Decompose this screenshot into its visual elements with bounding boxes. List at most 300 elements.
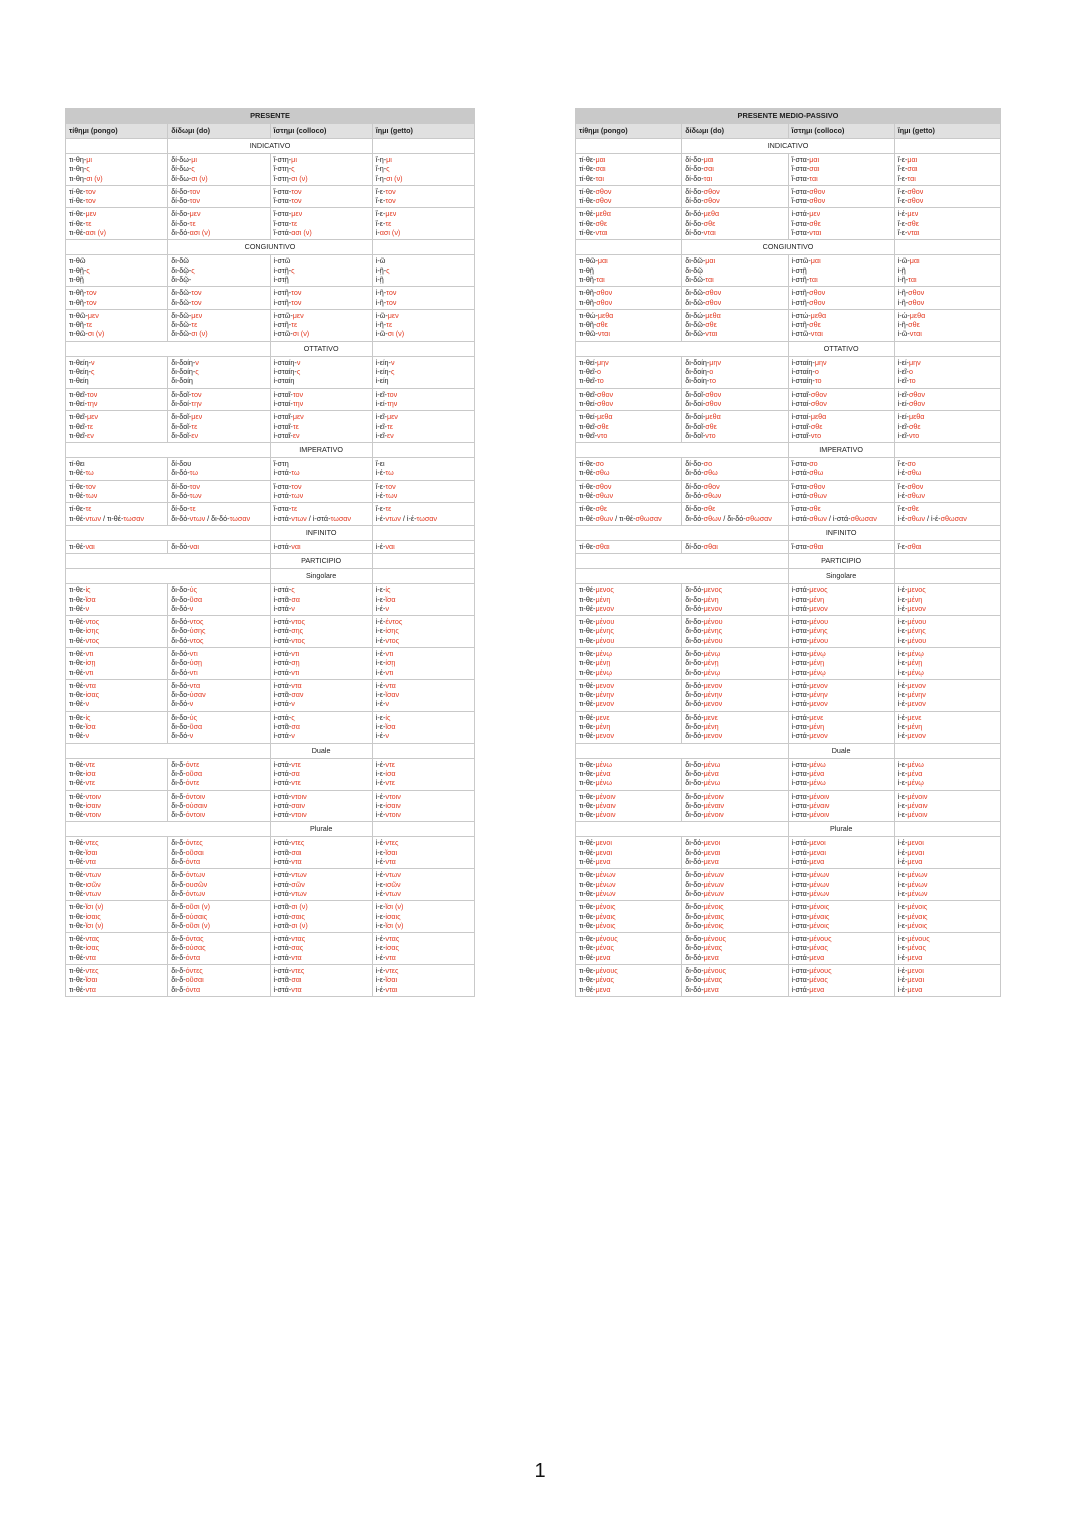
form-line: [376, 902, 471, 911]
ending: τε: [292, 421, 299, 431]
form-line: [274, 320, 369, 329]
form-cell: [576, 790, 682, 822]
form-line: [792, 228, 891, 237]
ending: μένων: [703, 879, 724, 889]
ending: έντος: [385, 617, 403, 627]
stem: ἱ-έ-: [897, 975, 908, 985]
ending: σθον: [595, 481, 612, 491]
stem: δί-δο-: [685, 459, 704, 469]
stem: τι-θῶ-: [579, 329, 598, 339]
ending: ντε: [385, 778, 395, 788]
stem: δι-δῶ-: [171, 310, 192, 320]
form-line: [898, 514, 997, 523]
section-label: Plurale: [270, 822, 372, 837]
empty-cell: [894, 139, 1000, 154]
stem: τι-θεί-: [69, 398, 88, 408]
form-line: [274, 778, 369, 787]
stem: δι-δο-: [171, 690, 190, 700]
stem: ἱ-στα-: [791, 888, 810, 898]
form-line: [171, 848, 266, 857]
form-line: [274, 542, 369, 551]
stem: ἱ-ε-: [375, 585, 386, 595]
ending: ν: [195, 357, 199, 367]
ending: σθω: [703, 468, 718, 478]
stem: τι-θέ-: [69, 810, 86, 820]
stem: ἱ-εῖ-: [897, 430, 909, 440]
column-header: τίθημι (pongo): [66, 124, 168, 139]
stem: ἵ-στα-: [791, 541, 810, 551]
ending: νται: [703, 228, 716, 238]
ending: ίσης: [385, 626, 399, 636]
ending: μενον: [809, 680, 828, 690]
ending: ντας: [85, 934, 100, 944]
ending: μένων: [907, 879, 928, 889]
form-line: [69, 468, 164, 477]
form-line: [274, 298, 369, 307]
ending: σθον: [595, 196, 612, 206]
form-line: [376, 681, 471, 690]
form-line: [376, 320, 471, 329]
form-cell: [66, 287, 168, 310]
form-line: [69, 256, 164, 265]
stem: τι-θέ-: [579, 838, 596, 848]
form-line: [685, 792, 784, 801]
ending: μενον: [809, 603, 828, 613]
form-line: [579, 320, 678, 329]
ending: σθε: [809, 504, 821, 514]
ending: μένη: [809, 594, 825, 604]
form-line: [69, 658, 164, 667]
ending: σθε: [810, 421, 823, 431]
form-cell: [682, 458, 788, 481]
form-cell: [66, 255, 168, 287]
form-cell: [168, 965, 270, 997]
form-line: [171, 358, 266, 367]
ending: εν: [191, 430, 199, 440]
table-row: [576, 540, 1001, 553]
ending: τον: [386, 288, 397, 298]
form-line: [792, 801, 891, 810]
form-line: [274, 174, 369, 183]
stem: ἱ-στα-: [791, 635, 810, 645]
form-line: [898, 275, 997, 284]
stem: τι-θε-: [579, 626, 596, 636]
table-row: [66, 503, 475, 526]
form-line: [376, 412, 471, 421]
form-cell: [576, 901, 682, 933]
form-line: [579, 209, 678, 218]
stem: τί-θε-: [69, 196, 86, 206]
stem: δι-δό-: [171, 617, 190, 627]
table-row: [66, 208, 475, 240]
form-line: [898, 542, 997, 551]
ending: μένῳ: [809, 648, 826, 658]
empty-cell: [66, 341, 271, 356]
ending: ται: [908, 274, 917, 284]
stem: δι-δῷ-: [171, 274, 192, 284]
form-line: [792, 164, 891, 173]
stem: ἱ-στα-: [791, 943, 810, 953]
form-cell: [894, 616, 1000, 648]
ending: μην: [908, 357, 921, 367]
form-line: [898, 399, 997, 408]
form-line: [274, 155, 369, 164]
empty-cell: [372, 240, 474, 255]
stem: δι-δ-: [171, 952, 186, 962]
form-cell: [168, 758, 270, 790]
form-line: [274, 699, 369, 708]
form-cell: [168, 356, 270, 388]
form-line: [274, 902, 369, 911]
form-line: [898, 889, 997, 898]
table-row: [66, 679, 475, 711]
ending: σθων: [907, 491, 925, 501]
stem: ἵ-η-: [375, 155, 387, 164]
stem: δί-δο-: [685, 481, 704, 491]
stem: δι-δο-: [685, 934, 704, 944]
ending: μενοι: [809, 838, 826, 848]
section-label: INDICATIVO: [682, 139, 895, 154]
ending: σθον: [703, 196, 720, 206]
form-line: [376, 482, 471, 491]
table-row: [66, 458, 475, 481]
ending: όντοιν: [185, 791, 206, 801]
form-line: [376, 848, 471, 857]
section-label: Singolare: [270, 569, 372, 584]
form-line: [376, 912, 471, 921]
ending: ται: [595, 173, 604, 183]
stem: δι-δο-: [171, 712, 190, 722]
form-line: [685, 275, 784, 284]
stem: ἱ-στά-: [273, 491, 292, 501]
stem: ἱ-ε-: [897, 911, 908, 921]
form-line: [69, 585, 164, 594]
ending: μι: [386, 155, 392, 164]
ending: τωσαν: [330, 513, 352, 523]
form-line: [171, 889, 266, 898]
form-line: [69, 626, 164, 635]
form-line: [171, 219, 266, 228]
form-cell: [576, 388, 682, 411]
stem: τι-θῆ-: [579, 320, 597, 330]
stem: ἱ-ώ-: [897, 310, 910, 320]
form-line: [579, 266, 678, 275]
form-cell: [576, 309, 682, 341]
form-cell: [372, 758, 474, 790]
stem: τι-θείη-: [69, 367, 92, 377]
form-cell: [894, 758, 1000, 790]
stem: ἱ-ε-: [897, 635, 908, 645]
form-cell: [270, 933, 372, 965]
form-line: [274, 943, 369, 952]
form-line: [171, 699, 266, 708]
empty-cell: [372, 525, 474, 540]
form-cell: [168, 208, 270, 240]
form-line: [69, 514, 164, 523]
stem: δι-δό-: [171, 667, 190, 677]
ending: όντα: [185, 952, 201, 962]
form-line: [376, 376, 471, 385]
ending: τω: [291, 468, 300, 478]
form-line: [171, 880, 266, 889]
ending: ντι: [189, 648, 198, 658]
ending: μένης: [703, 626, 723, 636]
form-line: [792, 690, 891, 699]
form-line: [274, 367, 369, 376]
ending: μενα: [809, 952, 825, 962]
ending: μέναιν: [703, 800, 724, 810]
stem: ἱ-στα-: [791, 870, 810, 880]
stem: ἱ-στᾶ-: [273, 690, 292, 700]
stem: δι-δό-: [171, 468, 190, 478]
form-line: [274, 358, 369, 367]
ending: σθω: [809, 468, 824, 478]
ending: μένων: [703, 888, 724, 898]
ending: ντι: [189, 667, 198, 677]
form-line: [69, 174, 164, 183]
stem: τι-θε-: [69, 585, 86, 595]
ending: τε: [386, 421, 393, 431]
form-line: [69, 838, 164, 847]
form-line: [792, 731, 891, 740]
stem: ἱ-στά-: [273, 800, 292, 810]
stem: ἱ-έ-: [897, 603, 908, 613]
stem: δι-δοίη-: [685, 367, 710, 377]
form-cell: [168, 309, 270, 341]
ending: ίσῃ: [385, 658, 396, 668]
stem: ἱ-στά-: [791, 491, 810, 501]
form-cell: [788, 458, 894, 481]
stem: δι-δο-: [685, 966, 704, 975]
ending: ῖσα: [85, 722, 96, 732]
form-cell: [788, 790, 894, 822]
form-line: [274, 196, 369, 205]
ending: μέναις: [595, 911, 616, 921]
form-line: [171, 810, 266, 819]
form-line: [171, 196, 266, 205]
form-line: [685, 399, 784, 408]
ending: ντων: [85, 888, 101, 898]
empty-cell: [894, 569, 1000, 584]
form-cell: [270, 869, 372, 901]
table-title: PRESENTE: [66, 109, 475, 124]
form-cell: [270, 185, 372, 208]
stem: δι-δό-: [685, 984, 704, 994]
ending: ται: [705, 274, 714, 284]
table-row: [66, 584, 475, 616]
stem: τι-θέ-: [579, 847, 596, 857]
ending: σθον: [907, 186, 924, 196]
stem: ἱ-στα-: [791, 911, 810, 921]
ending: σθον: [705, 389, 722, 399]
stem: ἱ-στᾶ-: [273, 594, 292, 604]
stem: ἱ-έ-: [375, 888, 386, 898]
form-cell: [788, 837, 894, 869]
form-line: [685, 595, 784, 604]
ending: ῖσα: [385, 594, 396, 604]
form-line: [69, 769, 164, 778]
ending: νται: [705, 329, 718, 339]
form-line: [69, 459, 164, 468]
form-line: [274, 504, 369, 513]
stem: ἵ-στη: [273, 459, 289, 469]
section-row: [66, 525, 475, 540]
stem: ἱ-στά-: [273, 541, 292, 551]
form-line: [171, 390, 266, 399]
form-cell: [168, 154, 270, 186]
form-line: [579, 358, 678, 367]
form-line: [376, 658, 471, 667]
stem: ἱ-στά-: [273, 857, 292, 867]
stem: ἱ-στῆ-: [273, 320, 292, 330]
form-line: [792, 792, 891, 801]
stem: ἱ-ῶ-: [375, 329, 388, 339]
stem: δι-δῶ: [171, 256, 189, 266]
ending: τον: [85, 196, 96, 206]
stem: δί-δο-: [171, 218, 190, 228]
stem: δι-δ-: [171, 920, 186, 930]
empty-cell: [66, 554, 271, 569]
form-cell: [66, 837, 168, 869]
stem: δι-δο-: [685, 943, 704, 953]
stem: ἱ-στά-: [273, 759, 292, 769]
form-line: [69, 636, 164, 645]
table-row: [576, 790, 1001, 822]
form-line: [376, 256, 471, 265]
ending: ντοιν: [385, 810, 401, 820]
form-line: [376, 934, 471, 943]
ending: μενα: [595, 857, 611, 867]
stem: τί-θε-: [579, 504, 596, 514]
stem: ἱ-ε-: [375, 768, 386, 778]
form-line: [898, 810, 997, 819]
form-line: [171, 187, 266, 196]
ending: ῖσαι: [85, 847, 98, 857]
ending: οῦσι (ν): [185, 920, 210, 930]
form-line: [171, 266, 266, 275]
form-cell: [788, 540, 894, 553]
form-cell: [168, 503, 270, 526]
form-cell: [682, 790, 788, 822]
form-line: [376, 491, 471, 500]
ending: μένῳ: [907, 667, 924, 677]
ending: εν: [87, 430, 94, 440]
form-cell: [66, 458, 168, 481]
stem: δι-δοῖ-: [171, 412, 192, 422]
empty-cell: [894, 525, 1000, 540]
ending: σθων: [595, 513, 614, 523]
ending: σθε: [595, 218, 608, 228]
stem: δι-δο-: [685, 667, 704, 677]
form-line: [685, 187, 784, 196]
stem: τι-θέ-: [579, 952, 596, 962]
stem: δί-δο-: [171, 504, 190, 514]
stem: ἱ-στᾶ-: [273, 975, 292, 985]
form-line: [171, 975, 266, 984]
form-cell: [270, 287, 372, 310]
ending: το: [709, 376, 716, 386]
ending: σθε: [597, 421, 609, 431]
ending: ίσαις: [385, 911, 401, 921]
ending: ν: [291, 699, 295, 709]
form-line: [69, 713, 164, 722]
ending: ντε: [291, 759, 301, 769]
ending: μεν: [387, 310, 399, 320]
stem: ἱ-ε-: [375, 690, 386, 700]
ending: μέναις: [703, 911, 724, 921]
form-cell: [372, 356, 474, 388]
ending: σι (ν): [87, 329, 105, 339]
stem: ἱ-στά-: [273, 791, 292, 801]
stem: τι-θέ-: [69, 731, 86, 741]
ending: ντος: [291, 635, 306, 645]
section-row: [66, 443, 475, 458]
form-line: [792, 681, 891, 690]
ending: μένοιν: [595, 810, 616, 820]
stem: ἱ-ε-: [375, 943, 386, 953]
ending: ντων: [85, 870, 101, 880]
section-row: [576, 443, 1001, 458]
form-line: [898, 320, 997, 329]
ending: μένους: [703, 966, 726, 975]
form-line: [274, 690, 369, 699]
stem: δι-δο-: [171, 585, 190, 595]
ending: ντα: [291, 952, 302, 962]
stem: τι-θε-: [579, 759, 596, 769]
form-line: [792, 399, 891, 408]
table-row: [66, 616, 475, 648]
ending: μενος: [595, 585, 614, 595]
empty-cell: [576, 822, 789, 837]
section-label: OTTATIVO: [270, 341, 372, 356]
form-line: [274, 649, 369, 658]
stem: τι-θεί-: [579, 412, 598, 422]
ending: ῖσι (ν): [385, 902, 404, 912]
form-line: [792, 298, 891, 307]
form-cell: [894, 309, 1000, 341]
ending: μενον: [907, 699, 926, 709]
form-line: [792, 422, 891, 431]
form-cell: [168, 711, 270, 743]
stem: τί-θε-: [69, 218, 86, 228]
form-line: [685, 542, 784, 551]
ending: τον: [191, 389, 202, 399]
form-line: [274, 288, 369, 297]
stem: ἵ-στη-: [273, 173, 292, 183]
form-line: [792, 921, 891, 930]
empty-cell: [894, 554, 1000, 569]
stem: ἱ-στῇ-: [273, 265, 292, 275]
ending: μενα: [595, 952, 611, 962]
stem: δι-δοῖ-: [685, 430, 706, 440]
ending: ντοιν: [85, 791, 101, 801]
stem: ἵ-στα-: [273, 481, 292, 491]
ending: των: [189, 491, 202, 501]
form-line: [69, 880, 164, 889]
ending: όντων: [185, 888, 206, 898]
stem: δι-δοῖ-: [685, 421, 706, 431]
ending: ντων: [189, 513, 206, 523]
form-line: [171, 604, 266, 613]
form-line: [376, 760, 471, 769]
ending: ται: [907, 173, 916, 183]
stem: ἱ-έ-: [375, 791, 386, 801]
stem: ἱ-στά-: [791, 984, 810, 994]
form-line: [69, 390, 164, 399]
form-line: [685, 810, 784, 819]
ending: ο: [709, 367, 714, 377]
stem: ἱ-ε-: [897, 617, 908, 627]
